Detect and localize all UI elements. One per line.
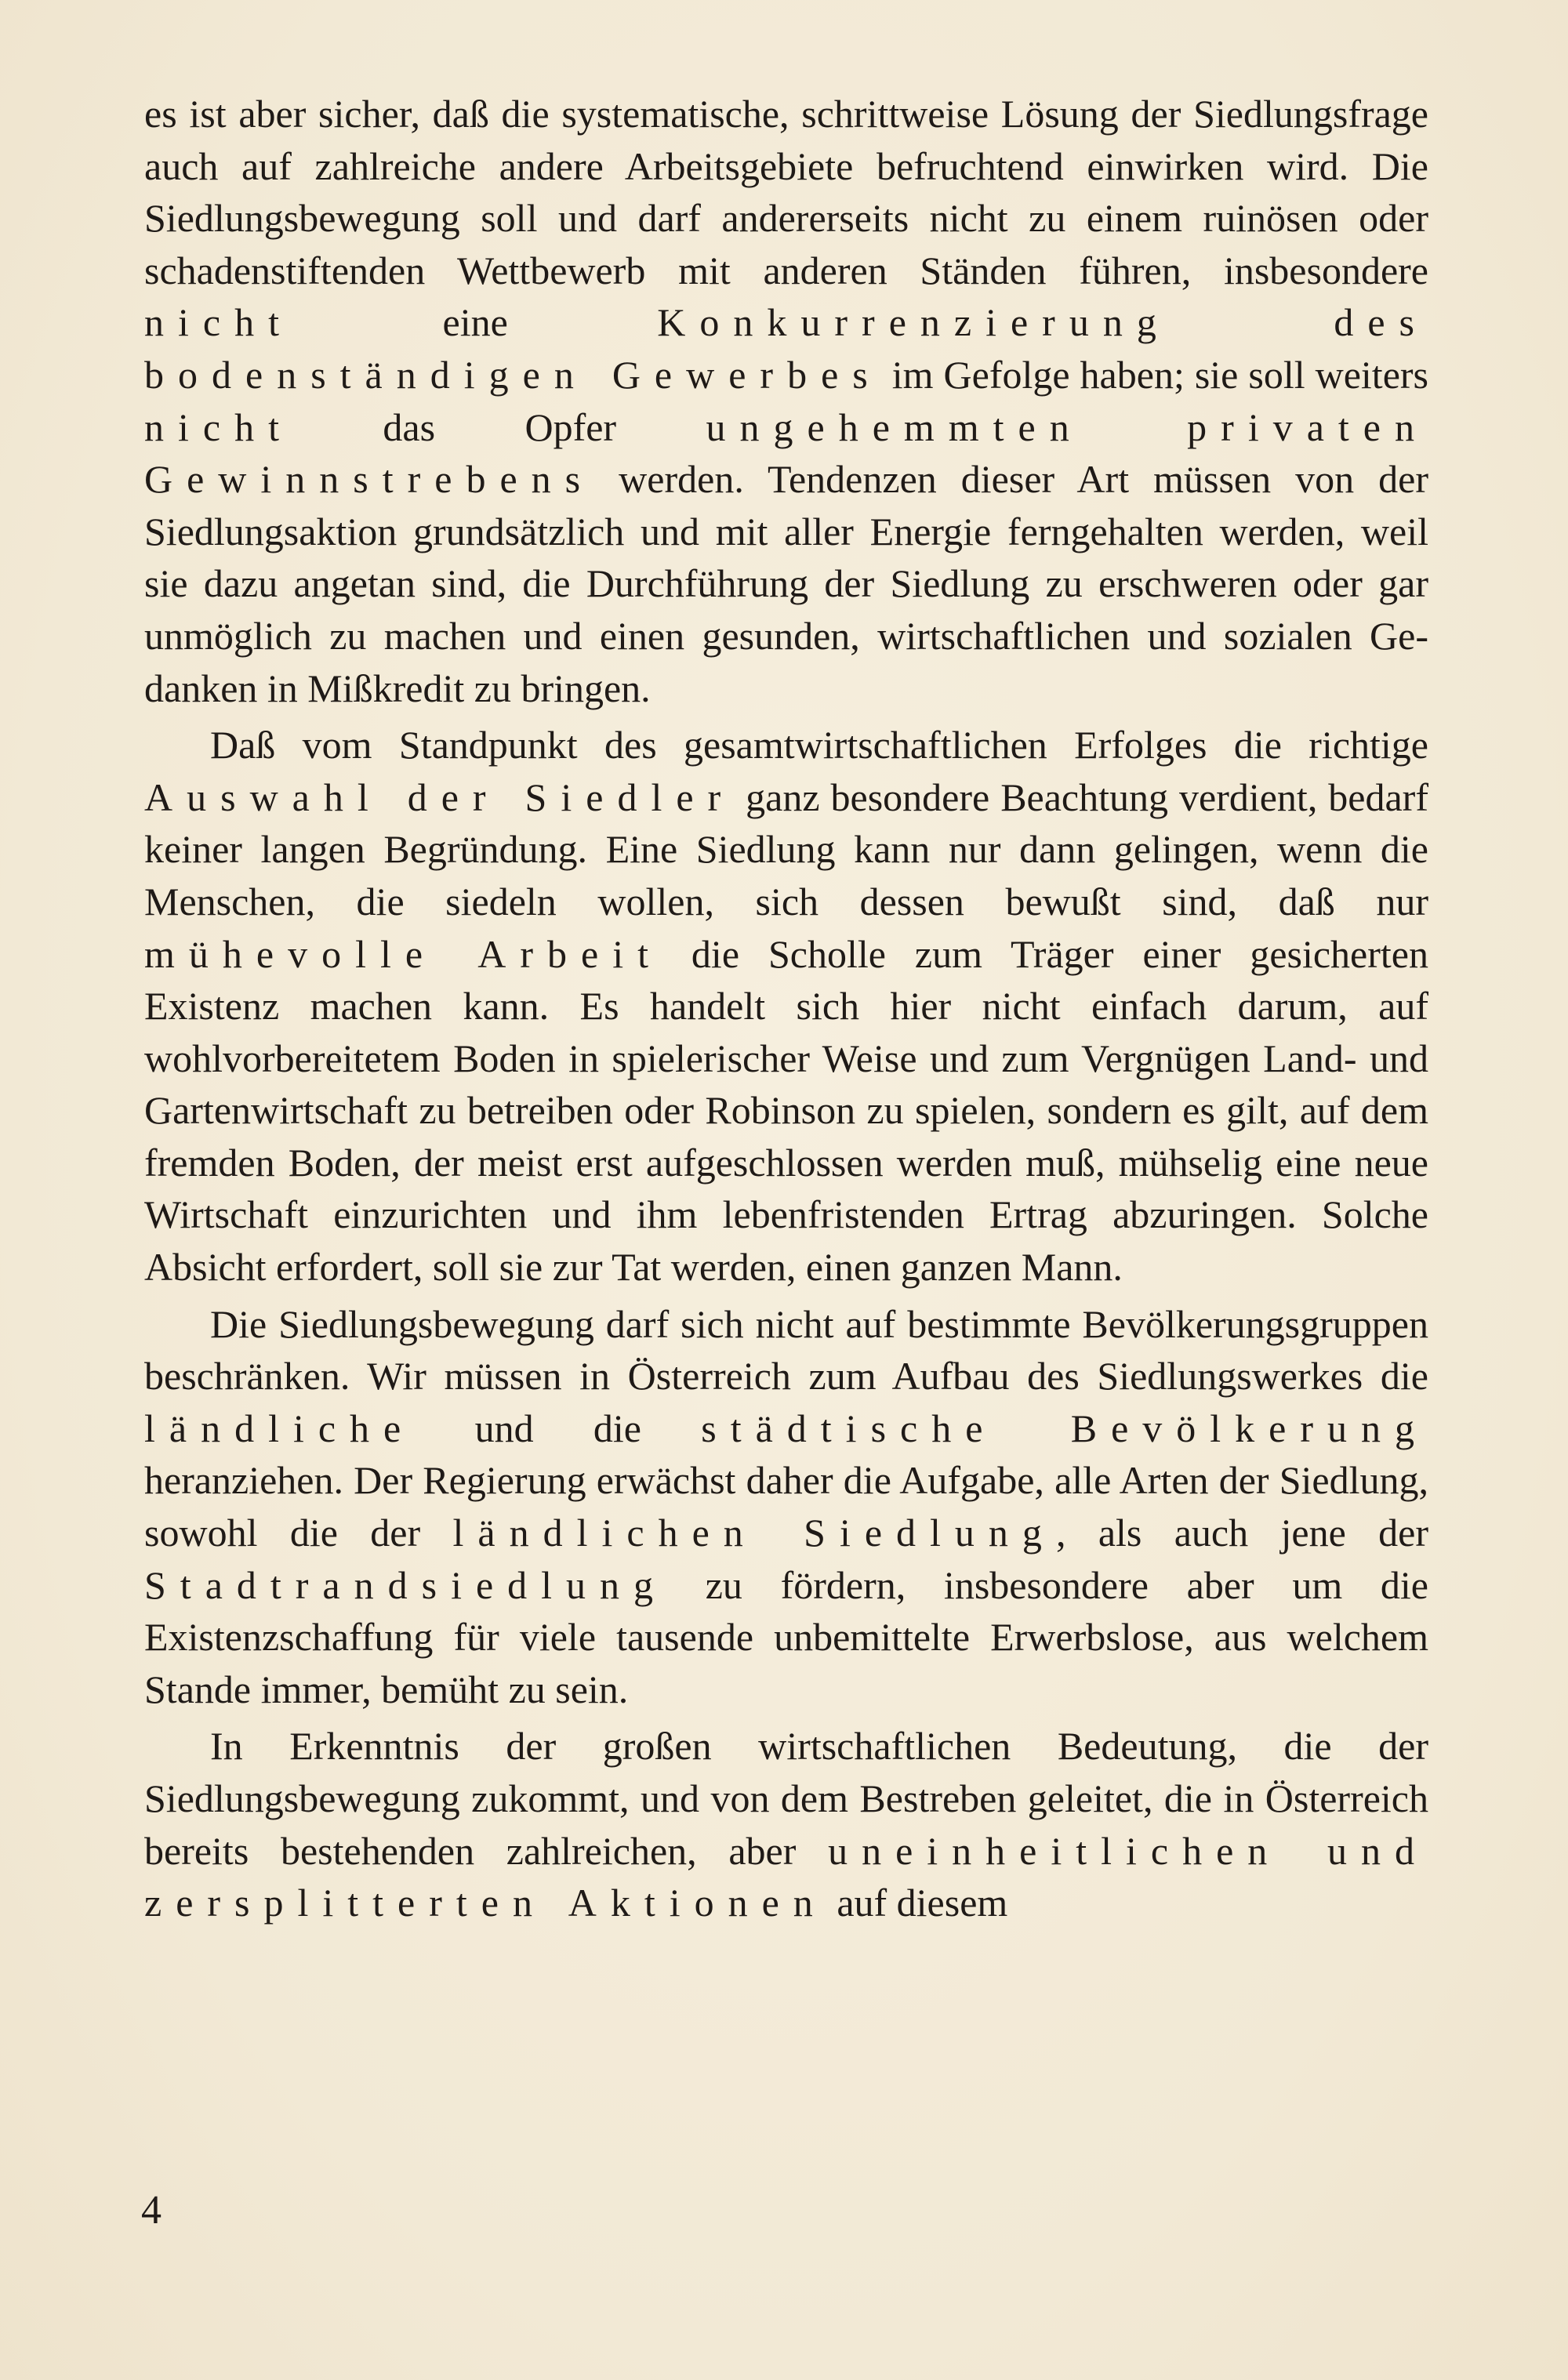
spaced-emphasis: Stadtrandsiedlung xyxy=(144,1562,668,1607)
text-segment: im Gefolge haben; sie soll weiters xyxy=(881,352,1428,397)
text-segment: Die Siedlungsbewegung darf sich nicht auf bestimmte Bevölkerungsgruppen beschränken. Wir müssen in Österreich zum Aufbau des Siedlungswerkes die xyxy=(144,1301,1428,1399)
text-segment: und die xyxy=(415,1406,702,1450)
text-segment: Daß vom Standpunkt des gesamtwirtschaftlichen Erfolges die richtige xyxy=(210,723,1428,767)
spaced-emphasis: nicht xyxy=(144,405,293,449)
spaced-emphasis: nicht xyxy=(144,300,293,345)
text-segment: eine xyxy=(292,300,658,345)
text-segment: werden. Tendenzen dieser Art müssen von der Siedlungsaktion grundsätzlich und mit aller Energie ferngehalten werden, weil sie dazu angetan sind, die Durchführung der Siedlung zu erschweren oder gar unmöglich zu machen und einen gesunden, wirtschaftlichen und sozialen Gedanken in Mißkredit zu bringen. xyxy=(144,457,1428,710)
text-segment: zu fördern, insbesondere aber um die Existenzschaffung für viele tausende unbemittelte Erwerbslose, aus welchem Stande immer, bemüht zu sein. xyxy=(144,1562,1428,1711)
paragraph-1 xyxy=(144,88,1428,714)
text-segment: , als auch jene der xyxy=(1055,1511,1428,1555)
spaced-emphasis: Auswahl der Siedler xyxy=(144,775,735,819)
text-segment: das Opfer xyxy=(292,405,706,449)
text-segment: die Scholle zum Träger einer gesicherten Existenz machen kann. Es handelt sich hier nicht einfach darum, auf wohlvorbereitetem Boden in spielerischer Weise und zum Vergnügen Land- und Gartenwirtschaft zu betreiben oder Robinson zu spielen, sondern es gilt, auf dem fremden Boden, der meist erst aufgeschlossen werden muß, mühselig eine neue Wirtschaft einzurichten und ihm lebenfristenden Ertrag abzuringen. Solche Absicht erfordert, soll sie zur Tat werden, einen ganzen Mann. xyxy=(144,931,1428,1290)
body-text xyxy=(144,88,1428,1929)
paragraph-4 xyxy=(144,1720,1428,1928)
spaced-emphasis: ungehemmten privaten Gewinnstrebens xyxy=(144,405,1428,502)
paragraph-3 xyxy=(144,1298,1428,1716)
text-segment: heranziehen. Der Regierung erwächst daher die Aufgabe, alle Arten der Siedlung, sowohl die der xyxy=(144,1458,1428,1555)
spaced-emphasis: Konkurrenzierung des bodenständigen Gewerbes xyxy=(144,300,1428,397)
paragraph-2 xyxy=(144,719,1428,1293)
text-segment: auf diesem xyxy=(826,1881,1008,1925)
spaced-emphasis: ländliche xyxy=(144,1406,416,1450)
spaced-emphasis: ländlichen Siedlung xyxy=(452,1511,1056,1555)
text-segment: In Erkenntnis der großen wirtschaftlichen Bedeutung, die der Siedlungsbewegung zukommt, und von dem Bestreben geleitet, die in Österreich bereits bestehenden zahlreichen, aber xyxy=(144,1724,1428,1873)
page-number: 4 xyxy=(141,2188,162,2233)
spaced-emphasis: uneinheitlichen und zersplitterten Aktionen xyxy=(144,1828,1428,1925)
spaced-emphasis: städtische Bevölkerung xyxy=(701,1406,1428,1450)
text-segment: es ist aber sicher, daß die systematische, schrittweise Lösung der Siedlungsfrage auch auf zahlreiche andere Arbeitsgebiete befruchtend einwirken wird. Die Siedlungsbewegung soll und darf andererseits nicht zu einem ruinösen oder schadenstiftenden Wettbewerb mit anderen Ständen führen, insbesondere xyxy=(144,92,1428,292)
text-segment: ganz besondere Beachtung verdient, bedarf keiner langen Begründung. Eine Siedlung kann nur dann gelingen, wenn die Menschen, die siedeln wollen, sich dessen bewußt sind, daß nur xyxy=(144,775,1428,923)
spaced-emphasis: mühevolle Arbeit xyxy=(144,931,662,976)
